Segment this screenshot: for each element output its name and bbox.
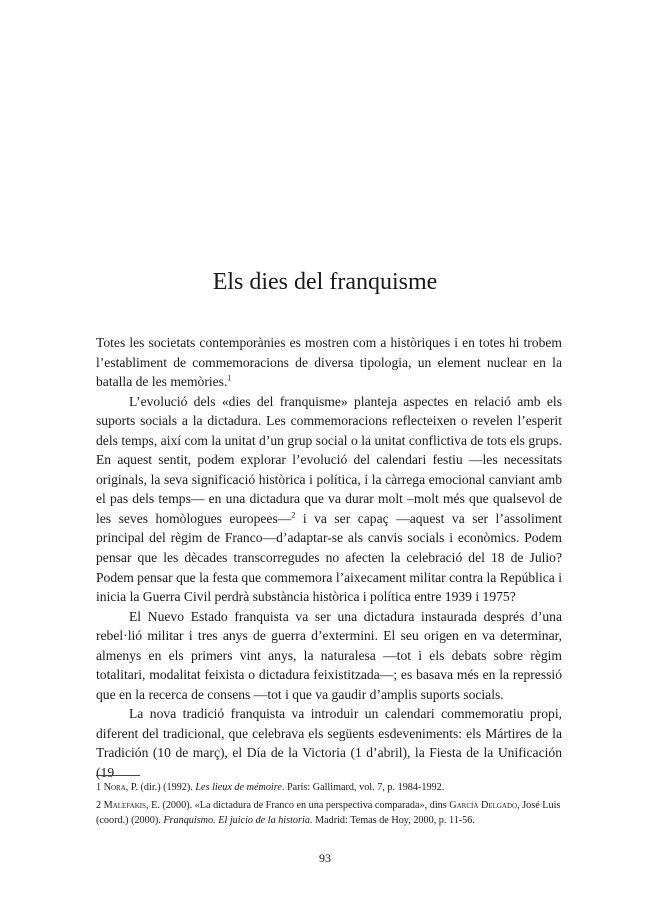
chapter-title: Els dies del franquisme — [212, 269, 438, 295]
footnote-ref: 1 — [227, 373, 232, 383]
footnote-author: García Delgado — [449, 800, 518, 811]
footnote-text: . Madrid: Temas de Hoy, 2000, p. 11-56. — [309, 815, 475, 826]
footnote-title: Les lieux de mémoire — [195, 782, 282, 793]
footnote-number: 2 — [96, 800, 102, 811]
footnote-text: . París: Gallimard, vol. 7, p. 1984-1992. — [281, 782, 445, 793]
paragraph — [96, 333, 562, 392]
footnote-number: 1 — [96, 782, 102, 793]
footnote-text: , P. (dir.) (1992). — [125, 782, 196, 793]
footnote-author: Malefakis — [103, 800, 147, 811]
paragraph-text: La nova tradició franquista va introduir un calendari commemoratiu propi, diferent del tradicional, que celebrava els següents esdeveniments: els Mártires de la Tradición (10 de març), el Día de la Victoria (1 d’abril), la Fiesta de la Unificación (19 — [96, 706, 562, 781]
paragraph — [96, 607, 562, 705]
body-text — [96, 333, 562, 783]
footnote-title: Franquismo. El juicio de la historia — [163, 815, 310, 826]
paragraph-text: i va ser capaç —aquest va ser l’assoliment principal del règim de Franco—d’adaptar-se als canvis socials i econòmics. Podem pensar que les dècades transcorregudes no afecten la celebració del 18 de Julio? Podem pensar que la festa que commemora l’aixecament militar contra la República i inicia la Guerra Civil perdrà substància històrica i política entre 1939 i 1975? — [96, 510, 562, 605]
paragraph-text: El Nuevo Estado franquista va ser una dictadura instaurada després d’una rebel·lió militar i tres anys de guerra d’extermini. El seu origen en va determinar, almenys en els primers vint anys, la naturalesa —tot i els debats sobre règim totalitari, modalitat feixista o dictadura feixistitzada—; es basava més en la repressió que en la recerca de consens —tot i que va gaudir d’amplis suports socials. — [96, 608, 562, 702]
footnote-separator — [96, 775, 140, 776]
paragraph — [96, 392, 562, 607]
paragraph — [96, 704, 562, 782]
paragraph-text: Totes les societats contemporànies es mostren com a històriques i en totes hi trobem l’establiment de commemoracions de diversa tipologia, un element nuclear en la batalla de les memòries. — [96, 335, 562, 390]
footnote-ref: 2 — [291, 510, 296, 520]
footnotes — [96, 780, 562, 831]
footnote — [96, 780, 562, 795]
footnote — [96, 798, 562, 828]
footnote-text: , E. (2000). «La dictadura de Franco en una perspectiva comparada», dins — [146, 800, 450, 811]
footnote-author: Nora — [103, 782, 126, 793]
page-number: 93 — [319, 851, 331, 865]
paragraph-text: L’evolució dels «dies del franquisme» planteja aspectes en relació amb els suports socials a la dictadura. Les commemoracions reflecteixen o revelen l’esperit dels temps, així com la unitat d’un grup social o la unitat conflictiva de tots els grups. En aquest sentit, podem explorar l’evolució del calendari festiu —les necessitats originals, la seva significació històrica i política, i la càrrega emocional canviant amb el pas dels temps— en una dictadura que va durar molt –molt més que qualsevol de les seves homòlogues europees— — [96, 393, 562, 526]
footnote-text: , José Luis (coord.) (2000). — [96, 800, 561, 826]
